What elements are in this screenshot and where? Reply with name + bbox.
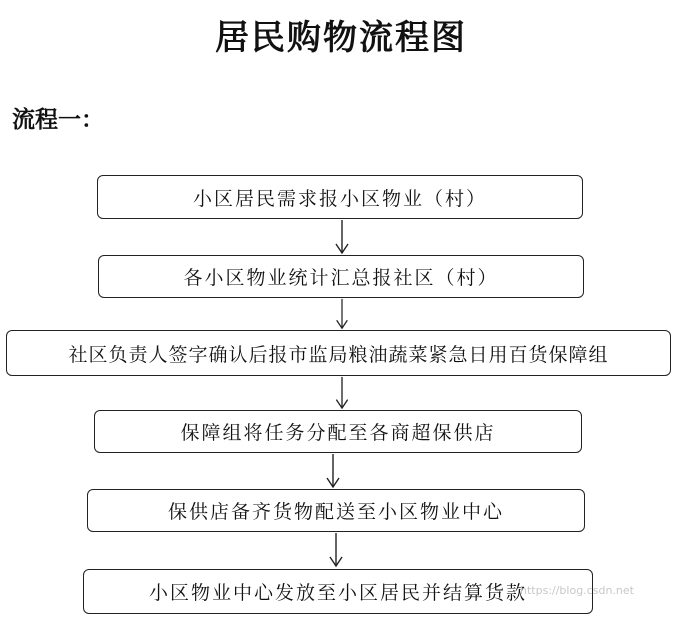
down-arrow-icon	[332, 298, 352, 330]
flow-step-2: 各小区物业统计汇总报社区（村）	[98, 255, 584, 298]
flow-step-5: 保供店备齐货物配送至小区物业中心	[87, 489, 585, 532]
flow-step-3: 社区负责人签字确认后报市监局粮油蔬菜紧急日用百货保障组	[6, 330, 671, 376]
diagram-title: 居民购物流程图	[215, 18, 467, 58]
section-label: 流程一：	[12, 107, 104, 133]
down-arrow-icon	[326, 532, 346, 568]
down-arrow-icon	[332, 219, 352, 255]
watermark: https://blog.csdn.net	[520, 584, 634, 597]
down-arrow-icon	[323, 453, 343, 489]
flow-step-1: 小区居民需求报小区物业（村）	[97, 175, 583, 219]
flow-step-4: 保障组将任务分配至各商超保供店	[94, 410, 582, 453]
down-arrow-icon	[332, 376, 352, 410]
flow-step-6: 小区物业中心发放至小区居民并结算货款	[83, 569, 593, 614]
